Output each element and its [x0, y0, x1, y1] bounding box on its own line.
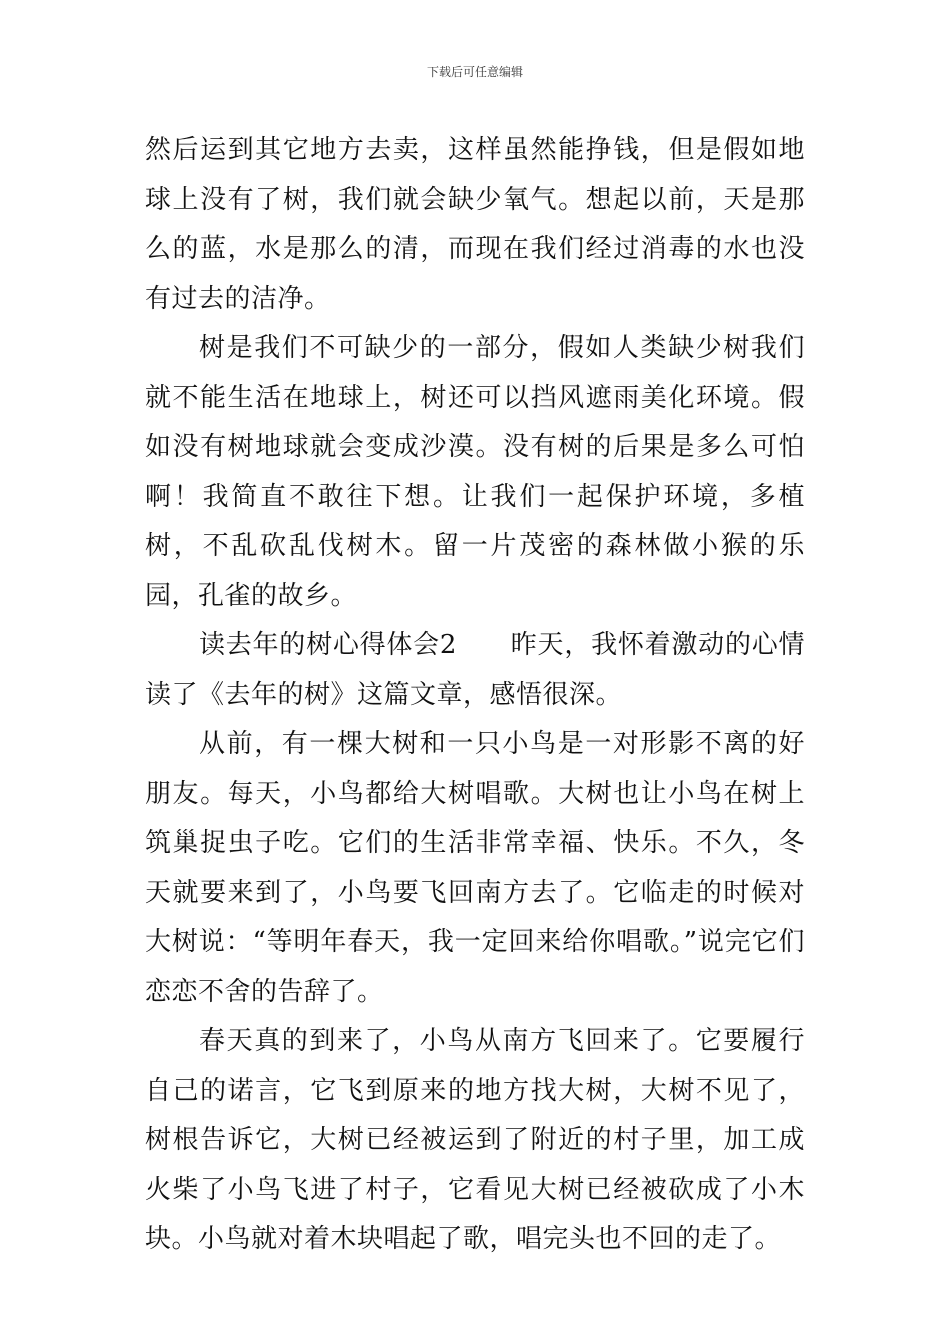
paragraph-continuation: 然后运到其它地方去卖，这样虽然能挣钱，但是假如地球上没有了树，我们就会缺少氧气。想起以前，天是那么的蓝，水是那么的清，而现在我们经过消毒的水也没有过去的洁净。: [145, 135, 805, 314]
paragraph-story-spring: 春天真的到来了，小鸟从南方飞回来了。它要履行自己的诺言，它飞到原来的地方找大树，大树不见了，树根告诉它，大树已经被运到了附近的村子里，加工成火柴了小鸟飞进了村子，它看见大树已经被砍成了小木块。小鸟就对着木块唱起了歌，唱完头也不回的走了。: [145, 1026, 805, 1254]
document-body: [145, 126, 805, 1265]
paragraph-section-title: 读去年的树心得体会2 昨天，我怀着激动的心情读了《去年的树》这篇文章，感悟很深。: [145, 630, 805, 710]
paragraph-story-beginning: 从前，有一棵大树和一只小鸟是一对形影不离的好朋友。每天，小鸟都给大树唱歌。大树也让小鸟在树上筑巢捉虫子吃。它们的生活非常幸福、快乐。不久，冬天就要来到了，小鸟要飞回南方去了。它临走的时候对大树说：“等明年春天，我一定回来给你唱歌。”说完它们恋恋不舍的告辞了。: [145, 729, 805, 1007]
paragraph-trees-importance: 树是我们不可缺少的一部分，假如人类缺少树我们就不能生活在地球上，树还可以挡风遮雨美化环境。假如没有树地球就会变成沙漠。没有树的后果是多么可怕啊！我简直不敢往下想。让我们一起保护环境，多植树，不乱砍乱伐树木。留一片茂密的森林做小猴的乐园，孔雀的故乡。: [145, 333, 805, 611]
page-header: 下载后可任意编辑: [426, 65, 523, 79]
